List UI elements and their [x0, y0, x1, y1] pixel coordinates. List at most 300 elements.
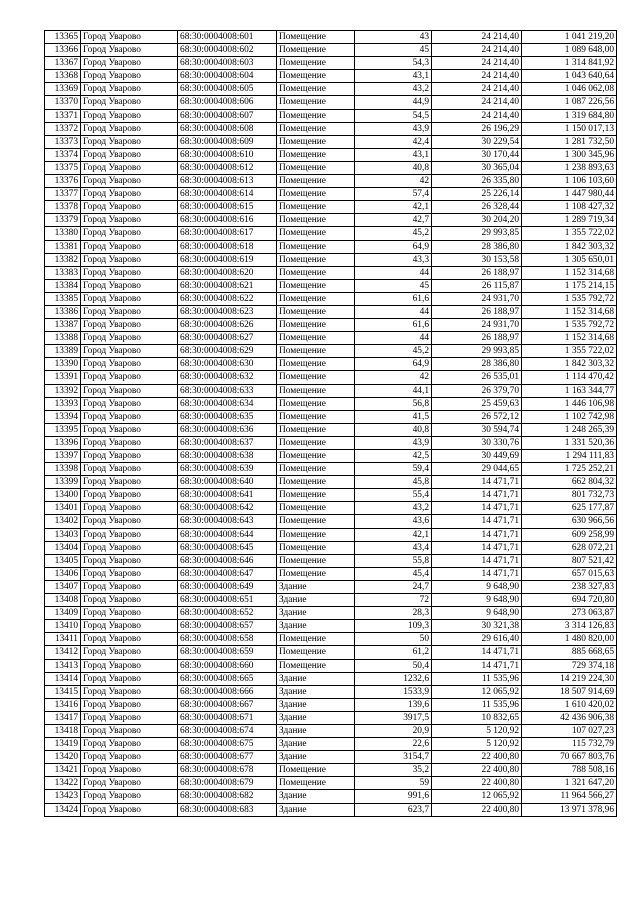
table-row — [45, 122, 617, 135]
locality-cell: Город Уварово — [81, 476, 178, 489]
table-row — [45, 476, 617, 489]
cadastral-value-cell: 1 175 214,15 — [522, 279, 617, 292]
row-number-cell: 13392 — [45, 384, 81, 397]
locality-cell: Город Уварово — [81, 580, 178, 593]
cadastral-value-cell: 115 732,79 — [522, 738, 617, 751]
table-row — [45, 803, 617, 816]
cadastral-number-cell: 68:30:0004008:677 — [178, 751, 277, 764]
object-type-cell: Помещение — [277, 463, 355, 476]
cadastral-value-cell: 42 436 906,38 — [522, 711, 617, 724]
table-row — [45, 135, 617, 148]
cadastral-value-cell: 1 842 303,32 — [522, 358, 617, 371]
locality-cell: Город Уварово — [81, 436, 178, 449]
area-cell: 43,6 — [355, 515, 432, 528]
table-row — [45, 410, 617, 423]
row-number-cell: 13375 — [45, 161, 81, 174]
cadastral-value-cell: 885 668,65 — [522, 646, 617, 659]
locality-cell: Город Уварово — [81, 332, 178, 345]
table-row — [45, 319, 617, 332]
specific-value-cell: 24 214,40 — [432, 31, 522, 44]
area-cell: 45 — [355, 44, 432, 57]
specific-value-cell: 26 115,87 — [432, 279, 522, 292]
cadastral-number-cell: 68:30:0004008:617 — [178, 227, 277, 240]
cadastral-value-cell: 70 667 803,76 — [522, 751, 617, 764]
cadastral-value-cell: 1 447 980,44 — [522, 188, 617, 201]
cadastral-number-cell: 68:30:0004008:678 — [178, 764, 277, 777]
specific-value-cell: 30 153,58 — [432, 253, 522, 266]
table-row — [45, 332, 617, 345]
area-cell: 44 — [355, 266, 432, 279]
cadastral-value-cell: 18 507 914,69 — [522, 685, 617, 698]
specific-value-cell: 25 459,63 — [432, 397, 522, 410]
specific-value-cell: 24 214,40 — [432, 96, 522, 109]
locality-cell: Город Уварово — [81, 227, 178, 240]
object-type-cell: Помещение — [277, 332, 355, 345]
table-row — [45, 397, 617, 410]
cadastral-number-cell: 68:30:0004008:618 — [178, 240, 277, 253]
table-row — [45, 345, 617, 358]
table-row — [45, 594, 617, 607]
cadastral-value-cell: 1 043 640,64 — [522, 70, 617, 83]
specific-value-cell: 22 400,80 — [432, 803, 522, 816]
specific-value-cell: 14 471,71 — [432, 502, 522, 515]
specific-value-cell: 26 188,97 — [432, 305, 522, 318]
specific-value-cell: 10 832,65 — [432, 711, 522, 724]
table-row — [45, 751, 617, 764]
cadastral-number-cell: 68:30:0004008:613 — [178, 175, 277, 188]
specific-value-cell: 24 931,70 — [432, 292, 522, 305]
specific-value-cell: 9 648,90 — [432, 607, 522, 620]
row-number-cell: 13387 — [45, 319, 81, 332]
cadastral-value-cell: 3 314 126,83 — [522, 620, 617, 633]
area-cell: 42,7 — [355, 214, 432, 227]
specific-value-cell: 28 386,80 — [432, 240, 522, 253]
table-row — [45, 607, 617, 620]
row-number-cell: 13413 — [45, 659, 81, 672]
locality-cell: Город Уварово — [81, 57, 178, 70]
area-cell: 45,8 — [355, 476, 432, 489]
object-type-cell: Помещение — [277, 358, 355, 371]
area-cell: 56,8 — [355, 397, 432, 410]
area-cell: 64,9 — [355, 358, 432, 371]
table-row — [45, 528, 617, 541]
table-row — [45, 266, 617, 279]
row-number-cell: 13406 — [45, 567, 81, 580]
cadastral-number-cell: 68:30:0004008:605 — [178, 83, 277, 96]
specific-value-cell: 29 993,85 — [432, 345, 522, 358]
locality-cell: Город Уварово — [81, 672, 178, 685]
cadastral-number-cell: 68:30:0004008:660 — [178, 659, 277, 672]
locality-cell: Город Уварово — [81, 489, 178, 502]
row-number-cell: 13368 — [45, 70, 81, 83]
object-type-cell: Помещение — [277, 305, 355, 318]
specific-value-cell: 30 229,54 — [432, 135, 522, 148]
cadastral-value-cell: 1 248 265,39 — [522, 423, 617, 436]
area-cell: 991,6 — [355, 790, 432, 803]
specific-value-cell: 24 214,40 — [432, 57, 522, 70]
specific-value-cell: 14 471,71 — [432, 489, 522, 502]
cadastral-number-cell: 68:30:0004008:671 — [178, 711, 277, 724]
row-number-cell: 13365 — [45, 31, 81, 44]
cadastral-value-cell: 1 114 470,42 — [522, 371, 617, 384]
area-cell: 61,6 — [355, 292, 432, 305]
row-number-cell: 13402 — [45, 515, 81, 528]
table-row — [45, 489, 617, 502]
table-row — [45, 214, 617, 227]
locality-cell: Город Уварово — [81, 711, 178, 724]
row-number-cell: 13414 — [45, 672, 81, 685]
cadastral-value-cell: 1 163 344,77 — [522, 384, 617, 397]
cadastral-number-cell: 68:30:0004008:601 — [178, 31, 277, 44]
object-type-cell: Помещение — [277, 777, 355, 790]
cadastral-number-cell: 68:30:0004008:657 — [178, 620, 277, 633]
cadastral-number-cell: 68:30:0004008:608 — [178, 122, 277, 135]
cadastral-number-cell: 68:30:0004008:604 — [178, 70, 277, 83]
specific-value-cell: 22 400,80 — [432, 751, 522, 764]
locality-cell: Город Уварово — [81, 751, 178, 764]
object-type-cell: Помещение — [277, 70, 355, 83]
specific-value-cell: 11 535,96 — [432, 698, 522, 711]
cadastral-number-cell: 68:30:0004008:614 — [178, 188, 277, 201]
locality-cell: Город Уварово — [81, 633, 178, 646]
specific-value-cell: 14 471,71 — [432, 528, 522, 541]
cadastral-number-cell: 68:30:0004008:641 — [178, 489, 277, 502]
specific-value-cell: 24 931,70 — [432, 319, 522, 332]
cadastral-value-cell: 1 331 520,36 — [522, 436, 617, 449]
row-number-cell: 13395 — [45, 423, 81, 436]
row-number-cell: 13384 — [45, 279, 81, 292]
object-type-cell: Помещение — [277, 489, 355, 502]
cadastral-value-cell: 1 289 719,34 — [522, 214, 617, 227]
locality-cell: Город Уварово — [81, 463, 178, 476]
object-type-cell: Помещение — [277, 646, 355, 659]
object-type-cell: Помещение — [277, 633, 355, 646]
table-row — [45, 31, 617, 44]
specific-value-cell: 24 214,40 — [432, 70, 522, 83]
cadastral-number-cell: 68:30:0004008:642 — [178, 502, 277, 515]
object-type-cell: Помещение — [277, 253, 355, 266]
row-number-cell: 13421 — [45, 764, 81, 777]
row-number-cell: 13369 — [45, 83, 81, 96]
object-type-cell: Помещение — [277, 764, 355, 777]
object-type-cell: Помещение — [277, 188, 355, 201]
table-row — [45, 436, 617, 449]
specific-value-cell: 28 386,80 — [432, 358, 522, 371]
locality-cell: Город Уварово — [81, 371, 178, 384]
locality-cell: Город Уварово — [81, 358, 178, 371]
locality-cell: Город Уварово — [81, 109, 178, 122]
locality-cell: Город Уварово — [81, 83, 178, 96]
area-cell: 42,1 — [355, 528, 432, 541]
locality-cell: Город Уварово — [81, 253, 178, 266]
table-row — [45, 777, 617, 790]
cadastral-number-cell: 68:30:0004008:651 — [178, 594, 277, 607]
locality-cell: Город Уварово — [81, 214, 178, 227]
specific-value-cell: 14 471,71 — [432, 476, 522, 489]
object-type-cell: Помещение — [277, 659, 355, 672]
cadastral-value-cell: 1 041 219,20 — [522, 31, 617, 44]
row-number-cell: 13389 — [45, 345, 81, 358]
table-row — [45, 384, 617, 397]
row-number-cell: 13401 — [45, 502, 81, 515]
cadastral-number-cell: 68:30:0004008:643 — [178, 515, 277, 528]
row-number-cell: 13415 — [45, 685, 81, 698]
area-cell: 61,2 — [355, 646, 432, 659]
cadastral-number-cell: 68:30:0004008:636 — [178, 423, 277, 436]
cadastral-value-cell: 729 374,18 — [522, 659, 617, 672]
cadastral-value-cell: 13 971 378,96 — [522, 803, 617, 816]
area-cell: 42,1 — [355, 201, 432, 214]
specific-value-cell: 14 471,71 — [432, 541, 522, 554]
locality-cell: Город Уварово — [81, 567, 178, 580]
table-row — [45, 724, 617, 737]
row-number-cell: 13399 — [45, 476, 81, 489]
specific-value-cell: 29 044,65 — [432, 463, 522, 476]
area-cell: 43 — [355, 31, 432, 44]
table-row — [45, 292, 617, 305]
cadastral-value-cell: 273 063,87 — [522, 607, 617, 620]
cadastral-value-cell: 1 842 303,32 — [522, 240, 617, 253]
table-row — [45, 240, 617, 253]
cadastral-value-cell: 1 106 103,60 — [522, 175, 617, 188]
object-type-cell: Помещение — [277, 83, 355, 96]
row-number-cell: 13379 — [45, 214, 81, 227]
table-row — [45, 96, 617, 109]
cadastral-number-cell: 68:30:0004008:626 — [178, 319, 277, 332]
area-cell: 41,5 — [355, 410, 432, 423]
cadastral-value-cell: 1 446 106,98 — [522, 397, 617, 410]
specific-value-cell: 26 535,01 — [432, 371, 522, 384]
object-type-cell: Здание — [277, 711, 355, 724]
cadastral-number-cell: 68:30:0004008:683 — [178, 803, 277, 816]
row-number-cell: 13367 — [45, 57, 81, 70]
specific-value-cell: 11 535,96 — [432, 672, 522, 685]
cadastral-number-cell: 68:30:0004008:615 — [178, 201, 277, 214]
specific-value-cell: 30 365,04 — [432, 161, 522, 174]
specific-value-cell: 26 328,44 — [432, 201, 522, 214]
locality-cell: Город Уварово — [81, 541, 178, 554]
locality-cell: Город Уварово — [81, 777, 178, 790]
cadastral-value-cell: 807 521,42 — [522, 554, 617, 567]
cadastral-value-cell: 1 321 647,20 — [522, 777, 617, 790]
specific-value-cell: 30 170,44 — [432, 148, 522, 161]
specific-value-cell: 26 196,29 — [432, 122, 522, 135]
specific-value-cell: 25 226,14 — [432, 188, 522, 201]
cadastral-value-cell: 1 281 732,50 — [522, 135, 617, 148]
table-row — [45, 659, 617, 672]
locality-cell: Город Уварово — [81, 646, 178, 659]
object-type-cell: Помещение — [277, 515, 355, 528]
object-type-cell: Помещение — [277, 292, 355, 305]
cadastral-number-cell: 68:30:0004008:634 — [178, 397, 277, 410]
table-row — [45, 515, 617, 528]
area-cell: 1232,6 — [355, 672, 432, 685]
locality-cell: Город Уварово — [81, 345, 178, 358]
object-type-cell: Помещение — [277, 266, 355, 279]
area-cell: 50,4 — [355, 659, 432, 672]
cadastral-value-table — [44, 30, 617, 817]
area-cell: 54,3 — [355, 57, 432, 70]
specific-value-cell: 14 471,71 — [432, 567, 522, 580]
locality-cell: Город Уварово — [81, 96, 178, 109]
area-cell: 59,4 — [355, 463, 432, 476]
locality-cell: Город Уварово — [81, 135, 178, 148]
cadastral-number-cell: 68:30:0004008:666 — [178, 685, 277, 698]
area-cell: 109,3 — [355, 620, 432, 633]
locality-cell: Город Уварово — [81, 70, 178, 83]
row-number-cell: 13393 — [45, 397, 81, 410]
cadastral-number-cell: 68:30:0004008:630 — [178, 358, 277, 371]
table-row — [45, 201, 617, 214]
cadastral-number-cell: 68:30:0004008:679 — [178, 777, 277, 790]
row-number-cell: 13418 — [45, 724, 81, 737]
cadastral-number-cell: 68:30:0004008:652 — [178, 607, 277, 620]
object-type-cell: Здание — [277, 685, 355, 698]
cadastral-value-cell: 628 072,21 — [522, 541, 617, 554]
specific-value-cell: 30 204,20 — [432, 214, 522, 227]
locality-cell: Город Уварово — [81, 188, 178, 201]
row-number-cell: 13380 — [45, 227, 81, 240]
object-type-cell: Помещение — [277, 240, 355, 253]
area-cell: 3154,7 — [355, 751, 432, 764]
table-row — [45, 554, 617, 567]
locality-cell: Город Уварово — [81, 201, 178, 214]
row-number-cell: 13407 — [45, 580, 81, 593]
row-number-cell: 13404 — [45, 541, 81, 554]
object-type-cell: Здание — [277, 738, 355, 751]
area-cell: 44,1 — [355, 384, 432, 397]
object-type-cell: Помещение — [277, 567, 355, 580]
specific-value-cell: 24 214,40 — [432, 109, 522, 122]
object-type-cell: Помещение — [277, 528, 355, 541]
row-number-cell: 13419 — [45, 738, 81, 751]
row-number-cell: 13417 — [45, 711, 81, 724]
row-number-cell: 13396 — [45, 436, 81, 449]
cadastral-value-cell: 788 508,16 — [522, 764, 617, 777]
table-row — [45, 672, 617, 685]
cadastral-value-cell: 1 319 684,80 — [522, 109, 617, 122]
cadastral-number-cell: 68:30:0004008:619 — [178, 253, 277, 266]
locality-cell: Город Уварово — [81, 659, 178, 672]
cadastral-value-cell: 1 480 820,00 — [522, 633, 617, 646]
cadastral-number-cell: 68:30:0004008:623 — [178, 305, 277, 318]
cadastral-value-cell: 1 355 722,02 — [522, 227, 617, 240]
specific-value-cell: 26 188,97 — [432, 266, 522, 279]
object-type-cell: Помещение — [277, 345, 355, 358]
cadastral-value-cell: 1 300 345,96 — [522, 148, 617, 161]
object-type-cell: Здание — [277, 620, 355, 633]
cadastral-value-cell: 1 102 742,98 — [522, 410, 617, 423]
row-number-cell: 13372 — [45, 122, 81, 135]
area-cell: 45,2 — [355, 345, 432, 358]
cadastral-value-cell: 609 258,99 — [522, 528, 617, 541]
cadastral-value-cell: 1 725 252,21 — [522, 463, 617, 476]
cadastral-value-cell: 1 150 017,13 — [522, 122, 617, 135]
cadastral-value-cell: 1 314 841,92 — [522, 57, 617, 70]
area-cell: 40,8 — [355, 423, 432, 436]
area-cell: 139,6 — [355, 698, 432, 711]
area-cell: 1533,9 — [355, 685, 432, 698]
table-row — [45, 148, 617, 161]
object-type-cell: Помещение — [277, 44, 355, 57]
locality-cell: Город Уварово — [81, 738, 178, 751]
row-number-cell: 13403 — [45, 528, 81, 541]
specific-value-cell: 29 616,40 — [432, 633, 522, 646]
object-type-cell: Помещение — [277, 135, 355, 148]
locality-cell: Город Уварово — [81, 790, 178, 803]
cadastral-number-cell: 68:30:0004008:645 — [178, 541, 277, 554]
cadastral-number-cell: 68:30:0004008:603 — [178, 57, 277, 70]
cadastral-value-cell: 1 238 893,63 — [522, 161, 617, 174]
table-row — [45, 279, 617, 292]
object-type-cell: Помещение — [277, 161, 355, 174]
row-number-cell: 13397 — [45, 450, 81, 463]
area-cell: 43,1 — [355, 70, 432, 83]
specific-value-cell: 30 594,74 — [432, 423, 522, 436]
locality-cell: Город Уварово — [81, 423, 178, 436]
table-row — [45, 109, 617, 122]
area-cell: 57,4 — [355, 188, 432, 201]
specific-value-cell: 30 321,38 — [432, 620, 522, 633]
object-type-cell: Помещение — [277, 397, 355, 410]
row-number-cell: 13381 — [45, 240, 81, 253]
area-cell: 44 — [355, 332, 432, 345]
specific-value-cell: 24 214,40 — [432, 44, 522, 57]
object-type-cell: Помещение — [277, 319, 355, 332]
table-row — [45, 175, 617, 188]
area-cell: 43,9 — [355, 436, 432, 449]
table-row — [45, 371, 617, 384]
locality-cell: Город Уварово — [81, 122, 178, 135]
specific-value-cell: 30 449,69 — [432, 450, 522, 463]
row-number-cell: 13371 — [45, 109, 81, 122]
object-type-cell: Здание — [277, 607, 355, 620]
cadastral-number-cell: 68:30:0004008:644 — [178, 528, 277, 541]
cadastral-value-cell: 630 966,56 — [522, 515, 617, 528]
row-number-cell: 13385 — [45, 292, 81, 305]
cadastral-value-cell: 1 087 226,56 — [522, 96, 617, 109]
object-type-cell: Помещение — [277, 502, 355, 515]
cadastral-number-cell: 68:30:0004008:635 — [178, 410, 277, 423]
row-number-cell: 13409 — [45, 607, 81, 620]
object-type-cell: Помещение — [277, 201, 355, 214]
object-type-cell: Помещение — [277, 279, 355, 292]
table-row — [45, 685, 617, 698]
cadastral-number-cell: 68:30:0004008:646 — [178, 554, 277, 567]
cadastral-value-cell: 1 535 792,72 — [522, 319, 617, 332]
object-type-cell: Здание — [277, 672, 355, 685]
table-row — [45, 161, 617, 174]
object-type-cell: Помещение — [277, 148, 355, 161]
table-row — [45, 764, 617, 777]
locality-cell: Город Уварово — [81, 305, 178, 318]
object-type-cell: Помещение — [277, 541, 355, 554]
object-type-cell: Помещение — [277, 227, 355, 240]
row-number-cell: 13374 — [45, 148, 81, 161]
table-row — [45, 450, 617, 463]
table-row — [45, 305, 617, 318]
object-type-cell: Помещение — [277, 175, 355, 188]
locality-cell: Город Уварово — [81, 698, 178, 711]
specific-value-cell: 5 120,92 — [432, 724, 522, 737]
object-type-cell: Помещение — [277, 96, 355, 109]
row-number-cell: 13422 — [45, 777, 81, 790]
cadastral-number-cell: 68:30:0004008:659 — [178, 646, 277, 659]
row-number-cell: 13388 — [45, 332, 81, 345]
locality-cell: Город Уварово — [81, 266, 178, 279]
area-cell: 28,3 — [355, 607, 432, 620]
area-cell: 42 — [355, 175, 432, 188]
